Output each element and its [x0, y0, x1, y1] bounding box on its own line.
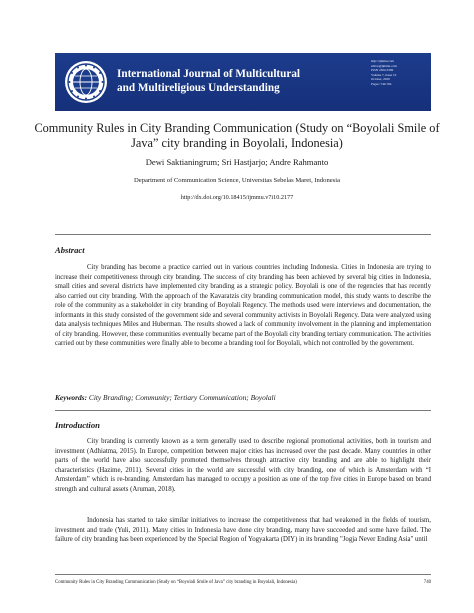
page-footer [55, 580, 431, 585]
footer-divider [55, 574, 431, 575]
journal-banner [55, 53, 431, 111]
journal-meta-line: Volume 7, Issue 10 [371, 72, 397, 77]
introduction-heading: Introduction [55, 420, 100, 430]
journal-meta-line: ISSN 2364-5369 [371, 68, 394, 73]
keywords [55, 393, 431, 402]
divider [55, 234, 431, 235]
journal-meta-line: October, 2020 [371, 77, 390, 82]
article-affiliation: Department of Communication Science, Universitas Sebelas Maret, Indonesia [134, 177, 340, 184]
journal-title-line2: and Multireligious Understanding [117, 82, 280, 94]
abstract-heading: Abstract [55, 245, 85, 255]
journal-meta-line: http://ijmmu.com [371, 59, 394, 63]
article-doi-link[interactable]: http://dx.doi.org/10.18415/ijmmu.v7i10.2177 [180, 194, 294, 201]
abstract-text: City branding has become a practice carried out in various countries including Indonesia. Cities in Indonesia are trying to increase their competitiveness through city branding. The success of city branding has been achieved by several big cities in Indonesia, small cities and several districts have implemented city branding as a strategic policy. Boyolali is one of the regencies that has recently also carried out city branding. With the approach of the Kavaratzis city branding communication model, this study wants to describe the role of the community as a stakeholder in city branding of Boyolali Regency. The methods used were interviews and documentation, the informants in this study consisted of the government side and several community activists in Boyolali Regency. Data were analyzed using data analysis techniques Miles and Huberman. The results showed a lack of community involvement in the planning and implementation of city branding. However, these communities eventually became part of the Boyolali city branding tertiary communication. The activities carried out by these communities were finally able to become a branding tool for Boyolali, which not controlled by the government. [55, 264, 431, 347]
article-authors: Dewi Saktianingrum; Sri Hastjarjo; Andre Rahmanto [145, 157, 329, 167]
journal-meta [371, 59, 427, 87]
journal-meta-line: Pages: 740-764 [371, 81, 392, 86]
globe-logo-icon [64, 60, 108, 104]
divider [55, 410, 431, 411]
keywords-values: City Branding; Community; Tertiary Communication; Boyolali [88, 393, 276, 402]
article-title: Community Rules in City Branding Communication (Study on “Boyolali Smile of Java” city branding in Boyolali, Indonesia) [34, 121, 440, 150]
footer-page-number: 740 [423, 580, 431, 585]
keywords-label: Keywords: [55, 393, 88, 402]
journal-meta-line: editor@ijmmu.com [371, 63, 397, 68]
journal-title [117, 67, 347, 95]
journal-title-line1: International Journal of Multicultural [117, 68, 301, 80]
introduction-paragraph-2: Indonesia has started to take similar initiatives to increase the competitiveness that had weakened in the fields of tourism, investment and trade (Yuli, 2011). Many cities in Indonesia have done city branding, many have succeeded and some have failed. The failure of city branding has been experienced by the Special Region of Yogyakarta (DIY) in its branding "Jogja Never Ending Asia" until [55, 517, 431, 543]
footer-running-title: Community Rules in City Branding Communication (Study on “Boyolali Smile of Java” city branding in Boyolali, Indonesia) [55, 580, 297, 585]
introduction-paragraph-1: City branding is currently known as a term generally used to describe regional promotional activities, both in tourism and investment (Adhiatma, 2015). In Europe, competition between major cities has increased over the past decade. Many countries in other parts of the world have also successfully promoted themselves through attractive city branding and are able to highlight their characteristics (Hazime, 2011). Several cities in the world are successful with city branding, one of which is Amsterdam with “I Amsterdam” which is re-branding. Amsterdam has managed to occupy a position as one of the top five cities in Europe based on brand strength and cultural assets (Aruman, 2018). [55, 438, 431, 493]
